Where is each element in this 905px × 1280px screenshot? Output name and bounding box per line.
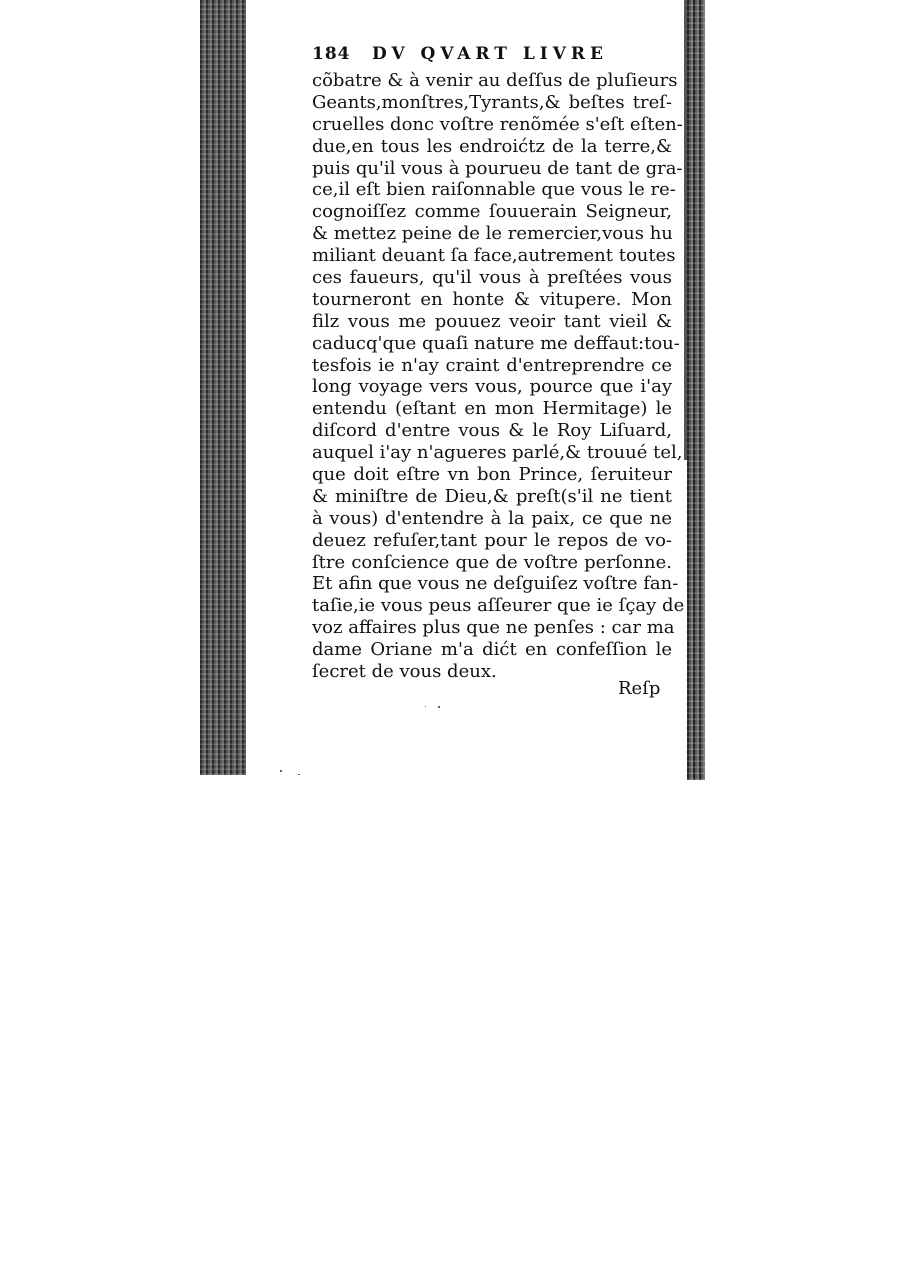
- text-line: & miniſtre de Dieu,& preſt(s'il ne tient: [312, 485, 672, 507]
- text-line: cõbatre & à venir au deſſus de pluſieurs: [312, 70, 678, 91]
- text-line: deuez refuſer,tant pour le repos de vo-: [312, 529, 672, 551]
- text-line: auquel i'ay n'agueres parlé,& trouué tel,: [312, 442, 683, 464]
- page-fore-edge: [687, 0, 705, 780]
- ink-speck: [425, 706, 426, 707]
- text-line: filz vous me pouuez veoir tant vieil &: [312, 310, 672, 332]
- text-line: miliant deuant ſa face,autrement toutes: [312, 245, 676, 267]
- text-line: Et afin que vous ne deſguiſez voſtre fan-: [312, 573, 679, 595]
- ink-speck: [280, 770, 282, 772]
- text-line: entendu (eſtant en mon Hermitage) le: [312, 398, 672, 420]
- page-header: [312, 44, 672, 68]
- text-line: diſcord d'entre vous & le Roy Liſuard,: [312, 420, 672, 442]
- ink-speck: [438, 706, 440, 708]
- text-line: taſie,ie vous peus aſſeurer que ie ſçay de: [312, 595, 685, 617]
- catchword: Reſp: [618, 678, 661, 699]
- body-text: [312, 70, 685, 683]
- text-line: due,en tous les endroićtz de la terre,&: [312, 135, 672, 157]
- text-line: voz affaires plus que ne penſes : car ma: [312, 617, 675, 639]
- running-head: DV QVART LIVRE: [372, 44, 608, 64]
- page-number: 184: [312, 44, 351, 64]
- text-line: puis qu'il vous à pourueu de tant de gra-: [312, 157, 683, 179]
- text-line: ſecret de vous deux.: [312, 661, 497, 683]
- text-line: tourneront en honte & vitupere. Mon: [312, 288, 672, 310]
- text-line: ce,il eſt bien raiſonnable que vous le re-: [312, 179, 676, 201]
- text-line: que doit eſtre vn bon Prince, ſeruiteur: [312, 464, 672, 486]
- text-line: ces faueurs, qu'il vous à preſtées vous: [312, 267, 672, 289]
- text-line: ſtre conſcience que de voſtre perſonne.: [312, 551, 672, 573]
- text-line: cognoiſſez comme ſouuerain Seigneur,: [312, 201, 672, 223]
- ink-speck: [298, 774, 300, 775]
- text-line: cruelles donc voſtre renõmée s'eſt eſten-: [312, 113, 683, 135]
- text-line: Geants,monſtres,Tyrants,& beſtes treſ-: [312, 91, 672, 113]
- text-line: & mettez peine de le remercier,vous hu: [312, 223, 673, 245]
- page-gutter-shadow: [200, 0, 246, 775]
- scanned-page: [200, 0, 705, 780]
- text-line: à vous) d'entendre à la paix, ce que ne: [312, 507, 672, 529]
- text-line: dame Oriane m'a dićt en confeſſion le: [312, 639, 672, 661]
- text-line: long voyage vers vous, pource que i'ay: [312, 376, 672, 398]
- text-line: tesfois ie n'ay craint d'entreprendre ce: [312, 354, 672, 376]
- text-line: caducq'que quaſi nature me deffaut:tou-: [312, 332, 680, 354]
